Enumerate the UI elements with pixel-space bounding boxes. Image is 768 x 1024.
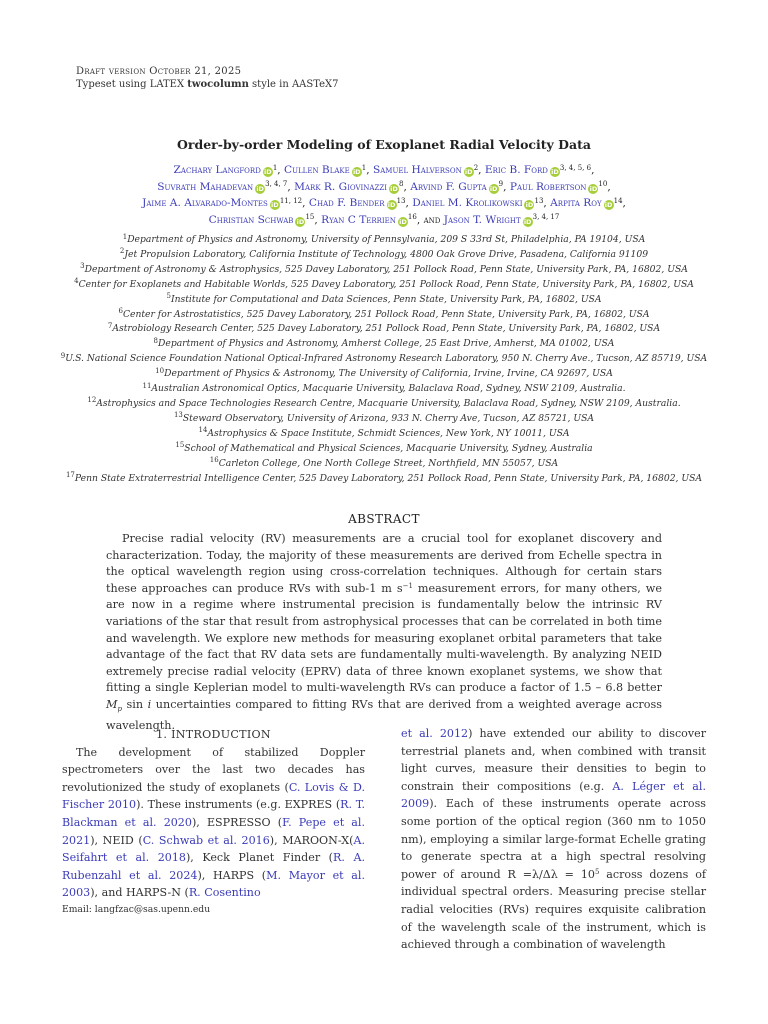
orcid-icon[interactable]: iD [589, 184, 598, 193]
orcid-icon[interactable]: iD [464, 168, 473, 176]
citation-link[interactable]: R. T. Blackman et al. 2020 [62, 798, 365, 829]
body-text: ). Each of these instruments operate across some portion of the optical region (360 nm to 1050 nm), employing a similar large-format Echelle grating to generate spectra at a high spectral resolving power of around [401, 797, 706, 881]
author-line: Suvrath Mahadevan iD$^{3, 4, 7}$, Mark R. Giovinazzi $iD^8$, Arvind F. Gupta $iD^9$, Paul Robertson $iD^{10}$, [157, 180, 611, 193]
affiliation-item: $^{12}$Astrophysics and Space Technologies Research Centre, Macquarie University, Balaclava Road, Sydney, NSW 2109, Australia. [87, 396, 681, 409]
author-affiliation-marker: 16 [407, 213, 417, 221]
intro-paragraph-continued [401, 725, 706, 954]
author-name[interactable]: Suvrath Mahadevan [157, 180, 254, 193]
right-column [401, 725, 706, 954]
author-line: Zachary Langford $iD^1$, Cullen Blake $iD^1$, Samuel Halverson $iD^2$, Eric B. Ford iD$^{3, 4, 5, 6}$, [173, 163, 595, 176]
author-name[interactable]: Arvind F. Gupta [410, 180, 487, 193]
author-affiliation-marker: 11, 12 [279, 196, 303, 205]
body-text: ), HARPS ( [197, 868, 267, 882]
citation-link[interactable]: C. Schwab et al. 2016 [142, 833, 270, 847]
abstract-heading: ABSTRACT [348, 512, 420, 526]
body-text: ), Keck Planet Finder ( [185, 851, 334, 865]
author-name[interactable]: Cullen Blake [284, 164, 350, 176]
affiliation-item: $^9$U.S. National Science Foundation National Optical-Infrared Astronomy Research Laboratory, 950 N. Cherry Ave., Tucson, AZ 85719, USA [60, 351, 708, 365]
orcid-icon[interactable]: iD [387, 201, 396, 209]
affiliation-item: $^8$Department of Physics and Astronomy, Amherst College, 25 East Drive, Amherst, MA 01002, USA [153, 336, 615, 350]
citation-link[interactable]: A. Léger et al. 2009 [401, 779, 706, 811]
author-affiliation-marker: 13 [396, 196, 406, 205]
intro-paragraph [62, 744, 365, 902]
author-affiliation-marker: 1 [272, 163, 278, 172]
orcid-icon[interactable]: iD [390, 184, 398, 193]
body-text: ), NEID ( [90, 833, 143, 847]
citation-link[interactable]: F. Pepe et al. 2021 [62, 815, 365, 847]
orcid-icon[interactable]: iD [271, 201, 279, 209]
author-name[interactable]: Paul Robertson [509, 180, 587, 193]
orcid-icon[interactable]: iD [551, 168, 559, 176]
citation-link[interactable]: R. A. Rubenzahl et al. 2024 [62, 851, 365, 882]
author-name[interactable]: Chad F. Bender [308, 197, 385, 209]
body-text: across dozens of individual spectral orders. Measuring precise stellar radial velocities (RVs) requires exquisite calibration of the wavelength scale of the instrument, which is achieved through a combination of wavelength [401, 867, 707, 952]
orcid-icon[interactable]: iD [264, 168, 272, 176]
body-text: R =λ/Δλ = 10 [507, 867, 595, 881]
author-name[interactable]: Daniel M. Krolikowski [412, 197, 523, 209]
body-text: ), and HARPS-N ( [90, 886, 189, 900]
affiliation-item: $^{16}$Carleton College, One North College Street, Northfield, MN 55057, USA [209, 456, 559, 469]
author-name[interactable]: Mark R. Giovinazzi [294, 180, 387, 193]
left-column [62, 726, 365, 902]
orcid-icon[interactable]: iD [352, 168, 361, 176]
affiliation-item: $^{17}$Penn State Extraterrestrial Intelligence Center, 525 Davey Laboratory, 251 Pollock Road, Penn State, University Park, PA, 16802, USA [65, 471, 703, 484]
body-text: ), MAROON-X( [269, 833, 354, 847]
orcid-icon[interactable]: iD [525, 201, 534, 209]
orcid-icon[interactable]: iD [296, 217, 305, 226]
author-affiliation-marker: 3, 4, 17 [532, 213, 560, 221]
and-word: and [420, 213, 444, 226]
affiliation-item: $^{15}$School of Mathematical and Physical Sciences, Macquarie University, Sydney, Australia [175, 441, 593, 454]
affiliation-item: $^5$Institute for Computational and Data Sciences, Penn State, University Park, PA, 16802, USA [166, 292, 602, 305]
affiliation-item: $^{11}$Australian Astronomical Optics, Macquarie University, Balaclava Road, Sydney, NSW 2109, Australia. [142, 381, 626, 395]
section-heading-introduction: 1. INTRODUCTION [156, 728, 271, 741]
affiliation-item: $^{14}$Astrophysics & Space Institute, Schmidt Sciences, New York, NY 10011, USA [198, 426, 570, 439]
author-name[interactable]: Arpita Roy [550, 197, 602, 209]
orcid-icon[interactable]: iD [489, 184, 498, 193]
author-line: Christian Schwab $iD^{15}$, Ryan C Terrien $iD^{16}$, and Jason T. Wright iD$^{3, 4, 17}$ [208, 213, 560, 226]
affiliation-item: $^{13}$Steward Observatory, University of Arizona, 933 N. Cherry Ave, Tucson, AZ 85721, USA [173, 411, 595, 424]
typeset-line: Typeset using LATEX twocolumn style in AASTeX7 [76, 79, 339, 90]
author-name[interactable]: Zachary Langford [173, 164, 261, 176]
citation-link[interactable]: R. Cosentino [188, 886, 261, 900]
affiliation-item: $^1$Department of Physics and Astronomy, University of Pennsylvania, 209 S 33rd St, Philadelphia, PA 19104, USA [122, 232, 646, 245]
author-affiliation-marker: 15 [305, 213, 315, 221]
email-footnote: Email: langfzac@sas.upenn.edu [62, 904, 211, 915]
superscript: 5 [594, 868, 600, 877]
author-name[interactable]: Christian Schwab [208, 213, 294, 226]
draft-version: Draft version October 21, 2025 [76, 66, 242, 77]
body-text: ) have extended our ability to discover terrestrial planets and, when combined with transit light curves, measure their densities to begin to constrain their compositions (e.g. [401, 727, 706, 793]
affiliation-item: $^6$Center for Astrostatistics, 525 Davey Laboratory, 251 Pollock Road, Penn State, University Park, PA, 16802, USA [118, 307, 650, 320]
latex-logo: LATEX [149, 79, 185, 90]
author-name[interactable]: Jaime A. Alvarado-Montes [142, 197, 268, 209]
author-name[interactable]: Jason T. Wright [443, 213, 521, 226]
citation-link[interactable]: C. Lovis & D. Fischer 2010 [62, 780, 365, 812]
citation-link[interactable]: A. Seifahrt et al. 2018 [62, 833, 365, 865]
author-affiliation-marker: 2 [473, 163, 479, 172]
citation-link[interactable]: et al. 2012 [401, 727, 469, 740]
author-affiliation-marker: 9 [498, 180, 504, 188]
author-list [40, 162, 728, 228]
author-affiliation-marker: 3, 4, 5, 6 [559, 163, 592, 172]
affiliation-list [30, 233, 738, 486]
body-text: ). These instruments (e.g. EXPRES ( [136, 798, 341, 812]
citation-link[interactable]: M. Mayor et al. 2003 [62, 868, 365, 900]
affiliation-item: $^3$Department of Astronomy & Astrophysics, 525 Davey Laboratory, 251 Pollock Road, Penn State, University Park, PA, 16802, USA [80, 262, 688, 275]
author-affiliation-marker: 8 [398, 180, 404, 188]
paper-title: Order-by-order Modeling of Exoplanet Radial Velocity Data [177, 137, 591, 152]
author-name[interactable]: Ryan C Terrien [321, 213, 396, 226]
author-line: Jaime A. Alvarado-Montes iD$^{11, 12}$, Chad F. Bender $iD^{13}$, Daniel M. Krolikowski $iD^{13}$, Arpita Roy $iD^{14}$, [142, 196, 626, 209]
affiliation-item: $^4$Center for Exoplanets and Habitable Worlds, 525 Davey Laboratory, 251 Pollock Road, Penn State, University Park, PA, 16802, USA [74, 277, 694, 290]
orcid-icon[interactable]: iD [399, 217, 407, 226]
author-name[interactable]: Samuel Halverson [372, 164, 462, 176]
author-name[interactable]: Eric B. Ford [484, 164, 548, 176]
preprint-header [76, 65, 339, 91]
author-affiliation-marker: 14 [613, 196, 623, 205]
orcid-icon[interactable]: iD [523, 217, 532, 226]
author-affiliation-marker: 3, 4, 7 [265, 180, 288, 188]
orcid-icon[interactable]: iD [256, 184, 264, 193]
body-text: The development of stabilized Doppler spectrometers over the last two decades has revolutionized the study of exoplanets ( [62, 745, 365, 794]
abstract-text: Precise radial velocity (RV) measurements are a crucial tool for exoplanet discovery and characterization. Today, the majority of these measurements are derived from Echelle spectra in the optical wavelength region using cross-correlation techniques. Although for certain stars these approaches can produce RVs with sub-1 m $s^{-1}$ measurement errors, for many others, we are now in a regime where instrumental precision is fundamentally below the intrinsic RV variations of the star that result from astrophysical processes that can be correlated in both time and wavelength. We explore new methods for measuring exoplanet orbital parameters that take advantage of the fact that RV data sets are fundamentally multi-wavelength. By analyzing NEID extremely precise radial velocity (EPRV) data of three known exoplanet systems, we show that fitting a single Keplerian model to multi-wavelength RVs can produce a factor of 1.5 – 6.8 better $M_p$ sin i uncertainties compared to fitting RVs that are derived from a weighted average across wavelength. [106, 532, 662, 732]
author-affiliation-marker: 10 [598, 180, 608, 188]
body-text: ), ESPRESSO ( [191, 815, 283, 829]
affiliation-item: $^{10}$Department of Physics & Astronomy, The University of California, Irvine, Irvine, CA 92697, USA [155, 366, 613, 380]
affiliation-item: $^7$Astrobiology Research Center, 525 Davey Laboratory, 251 Pollock Road, Penn State, University Park, PA, 16802, USA [107, 321, 661, 335]
author-affiliation-marker: 13 [534, 196, 544, 205]
affiliation-item: $^2$Jet Propulsion Laboratory, California Institute of Technology, 4800 Oak Grove Drive, Pasadena, California 91109 [119, 247, 649, 260]
orcid-icon[interactable]: iD [604, 201, 613, 209]
author-affiliation-marker: 1 [361, 163, 367, 172]
